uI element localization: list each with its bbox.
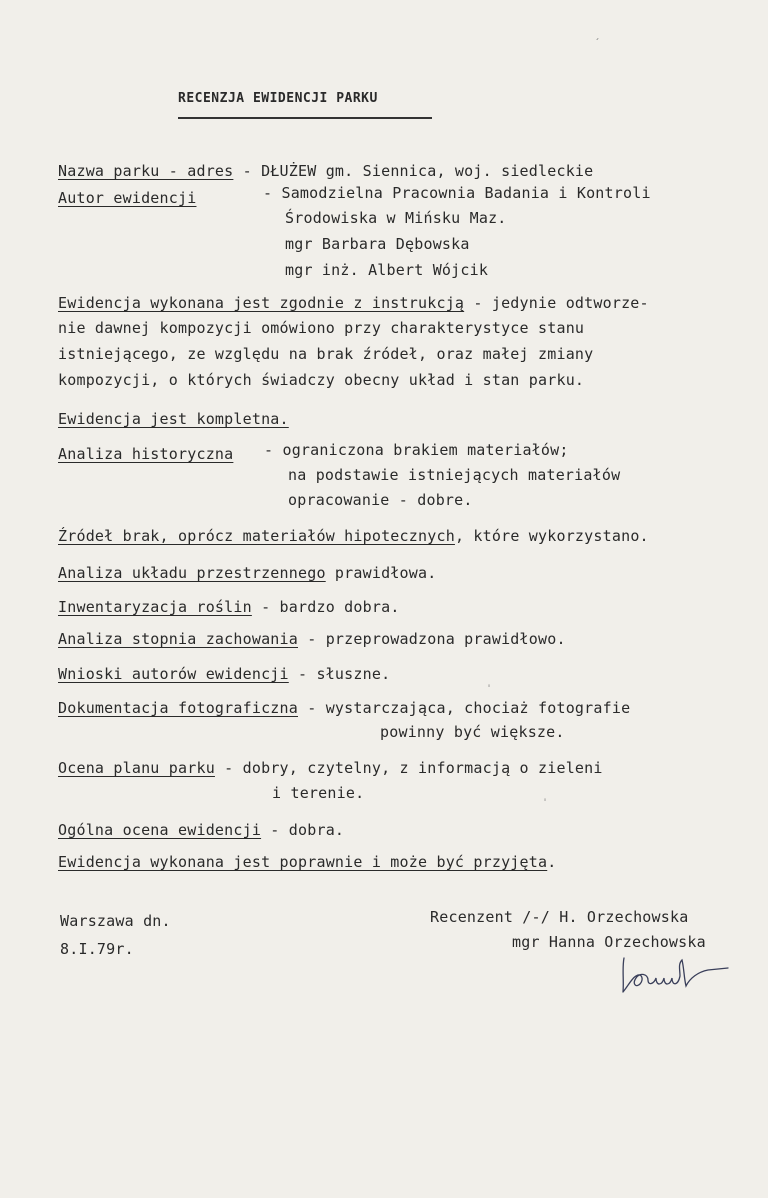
conclusions-label: Wnioski autorów ewidencji: [58, 665, 289, 683]
final-row: [58, 852, 556, 872]
inventory-rest: - bardzo dobra.: [251, 598, 400, 616]
compliance-line-4: kompozycji, o których świadczy obecny układ i stan parku.: [58, 371, 585, 389]
photos-line-2: powinny być większe.: [380, 723, 565, 741]
overall-row: [58, 820, 344, 840]
photos-rest: - wystarczająca, chociaż fotografie: [298, 699, 631, 717]
reviewer-line-1: Recenzent /-/ H. Orzechowska: [430, 908, 689, 926]
park-value: - DŁUŻEW gm. Siennica, woj. siedleckie: [242, 162, 594, 180]
final-rest: .: [547, 853, 557, 871]
author-line-2: Środowiska w Mińsku Maz.: [285, 209, 507, 227]
conclusions-row: [58, 664, 390, 684]
overall-label: Ogólna ocena ewidencji: [58, 821, 262, 839]
compliance-row: [58, 293, 649, 313]
handwritten-signature: [618, 950, 738, 1000]
historical-line-3: opracowanie - dobre.: [288, 491, 473, 509]
compliance-line-2: nie dawnej kompozycji omówiono przy charakterystyce stanu: [58, 319, 585, 337]
paper-speck: ´: [594, 38, 601, 49]
preservation-row: [58, 629, 566, 649]
sources-label: Źródeł brak, oprócz materiałów hipotecznych: [58, 527, 455, 545]
historical-line-1: - ograniczona brakiem materiałów;: [264, 441, 569, 459]
plan-rest: - dobry, czytelny, z informacją o zieleni: [214, 759, 603, 777]
final-label: Ewidencja wykonana jest poprawnie i może być przyjęta: [58, 853, 548, 871]
compliance-rest: - jedynie odtworze-: [464, 294, 649, 312]
title-underline: [178, 117, 432, 119]
overall-rest: - dobra.: [261, 821, 345, 839]
place-line: Warszawa dn.: [60, 912, 171, 930]
photos-label: Dokumentacja fotograficzna: [58, 699, 298, 717]
conclusions-rest: - słuszne.: [288, 665, 391, 683]
inventory-row: [58, 597, 400, 617]
spatial-label: Analiza układu przestrzennego: [58, 564, 326, 582]
author-line-3: mgr Barbara Dębowska: [285, 235, 470, 253]
historical-line-2: na podstawie istniejących materiałów: [288, 466, 621, 484]
plan-row: [58, 758, 603, 778]
plan-label: Ocena planu parku: [58, 759, 215, 777]
compliance-label: Ewidencja wykonana jest zgodnie z instrukcją: [58, 294, 465, 312]
park-label: Nazwa parku - adres: [58, 162, 234, 180]
photos-row: [58, 698, 630, 718]
document-date: 8.I.79r.: [60, 940, 134, 958]
complete-statement: Ewidencja jest kompletna.: [58, 410, 289, 428]
sources-rest: , które wykorzystano.: [454, 527, 649, 545]
spatial-row: [58, 563, 436, 583]
reviewer-line-2: mgr Hanna Orzechowska: [512, 933, 706, 951]
document-title: RECENZJA EWIDENCJI PARKU: [178, 91, 378, 106]
author-line-1: - Samodzielna Pracownia Badania i Kontroli: [263, 184, 651, 202]
spatial-rest: prawidłowa.: [325, 564, 437, 582]
preservation-label: Analiza stopnia zachowania: [58, 630, 298, 648]
author-line-4: mgr inż. Albert Wójcik: [285, 261, 489, 279]
compliance-line-3: istniejącego, ze względu na brak źródeł, oraz małej zmiany: [58, 345, 594, 363]
inventory-label: Inwentaryzacja roślin: [58, 598, 252, 616]
paper-speck: ˈ: [486, 684, 493, 695]
author-label: Autor ewidencji: [58, 189, 197, 207]
paper-speck: ˈ: [542, 798, 549, 809]
park-row: [58, 161, 593, 181]
historical-label: Analiza historyczna: [58, 445, 234, 463]
plan-line-2: i terenie.: [272, 784, 365, 802]
sources-row: [58, 526, 649, 546]
preservation-rest: - przeprowadzona prawidłowo.: [298, 630, 566, 648]
